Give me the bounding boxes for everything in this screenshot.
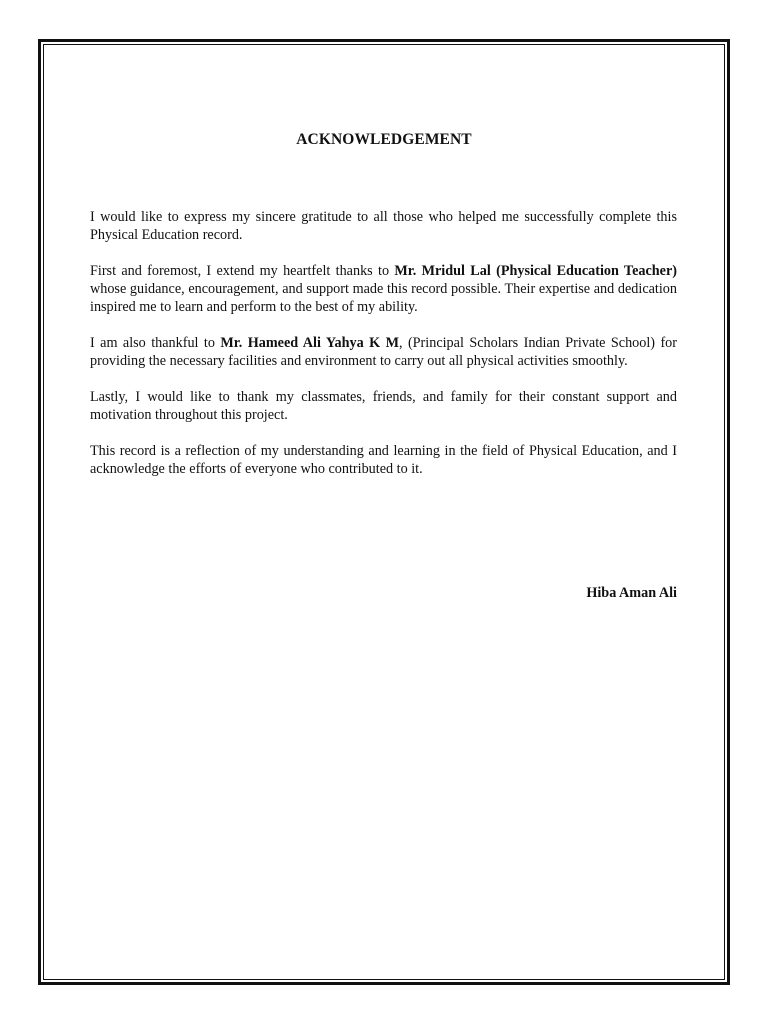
paragraph-principal-thanks-rest: , (Principal Scholars Indian Private School) for providing the necessary facilities and environment to carry out all physical activities smoothly. [90,335,677,369]
paragraph-gratitude: I would like to express my sincere gratitude to all those who helped me successfully complete this Physical Education record. [90,209,677,243]
page-title: ACKNOWLEDGEMENT [296,131,472,148]
paragraph-principal-thanks-intro: I am also thankful to [90,335,221,351]
paragraph-teacher-thanks-intro: First and foremost, I extend my heartfelt thanks to [90,263,395,279]
signature-name: Hiba Aman Ali [586,585,677,601]
page-border [38,39,730,985]
page-border-inner [43,44,725,980]
paragraph-principal-thanks [90,334,677,370]
paragraph-reflection: This record is a reflection of my understanding and learning in the field of Physical Education, and I acknowledge the efforts of everyone who contributed to it. [90,443,677,477]
paragraph-teacher-thanks-rest: whose guidance, encouragement, and support made this record possible. Their expertise and dedication inspired me to learn and perform to the best of my ability. [90,281,677,315]
paragraph-teacher-thanks [90,262,677,316]
paragraph-family-thanks: Lastly, I would like to thank my classmates, friends, and family for their constant support and motivation throughout this project. [90,389,677,423]
teacher-name: Mr. Mridul Lal (Physical Education Teacher) [394,263,677,279]
principal-name: Mr. Hameed Ali Yahya K M [220,335,399,351]
acknowledgement-body [90,208,677,496]
